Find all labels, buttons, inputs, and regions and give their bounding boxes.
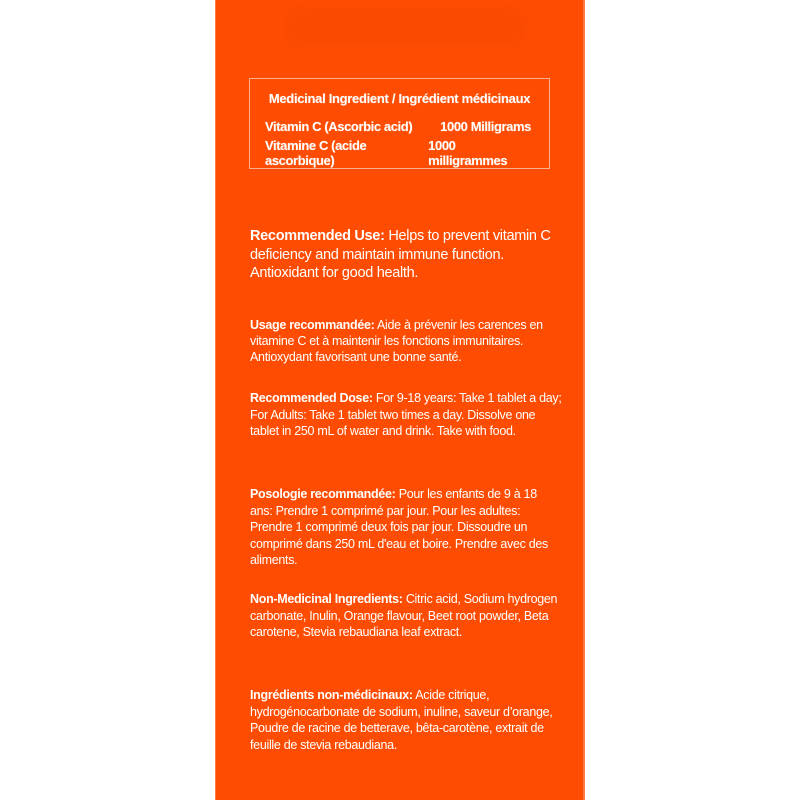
section-text: Helps to prevent vitamin C deficiency and maintain immune function. Antioxidant for good health. <box>250 228 551 281</box>
section-label: Ingrédients non-médicinaux: <box>250 688 413 702</box>
ingredients-non-medicinaux-section <box>250 687 562 753</box>
medicinal-ingredient-title: Medicinal Ingredient / Ingrédient médicinaux <box>268 91 531 106</box>
posologie-recommandee-section <box>250 486 562 569</box>
product-label-panel <box>215 0 585 800</box>
section-label: Non-Medicinal Ingredients: <box>250 592 403 606</box>
section-text: Citric acid, Sodium hydrogen carbonate, Inulin, Orange flavour, Beet root powder, Beta carotene, Stevia rebaudiana leaf extract. <box>250 592 558 639</box>
medicinal-ingredient-box <box>249 78 550 169</box>
section-text: Aide à prévenir les carences en vitamine C et à maintenir les fonctions immunitaires. Antioxydant favorisant une bonne santé. <box>250 318 543 364</box>
section-label: Usage recommandée: <box>250 318 375 332</box>
section-label: Posologie recommandée: <box>250 487 396 501</box>
ingredient-amount: 1000 Milligrams <box>440 119 531 134</box>
ingredient-name: Vitamin C (Ascorbic acid) <box>265 119 413 134</box>
ingredient-row-fr <box>265 138 531 168</box>
section-text: Acide citrique, hydrogénocarbonate de sodium, inuline, saveur d’orange, Poudre de racine de betterave, bêta-carotène, extrait de feuille de stevia rebaudiana. <box>250 688 553 752</box>
section-text: Pour les enfants de 9 à 18 ans: Prendre 1 comprimé par jour. Pour les adultes: Prendre 1 comprimé deux fois par jour. Dissoudre un comprimé dans 250 mL d'eau et boire. Prendre avec des aliments. <box>250 487 549 567</box>
ingredient-amount: 1000 milligrammes <box>428 138 508 168</box>
section-text: For 9-18 years: Take 1 tablet a day; For Adults: Take 1 tablet two times a day. Dissolve one tablet in 250 mL of water and drink. Take with food. <box>250 391 562 438</box>
section-label: Recommended Dose: <box>250 391 373 405</box>
ingredient-name: Vitamine C (acide ascorbique) <box>265 138 367 168</box>
section-label: Recommended Use: <box>250 228 385 244</box>
recommended-use-section <box>250 227 562 283</box>
ingredient-row-en <box>265 119 531 134</box>
non-medicinal-ingredients-section <box>250 591 562 641</box>
recommended-dose-section <box>250 390 562 440</box>
usage-recommandee-section <box>250 317 562 365</box>
faded-logo-shape <box>285 6 525 48</box>
